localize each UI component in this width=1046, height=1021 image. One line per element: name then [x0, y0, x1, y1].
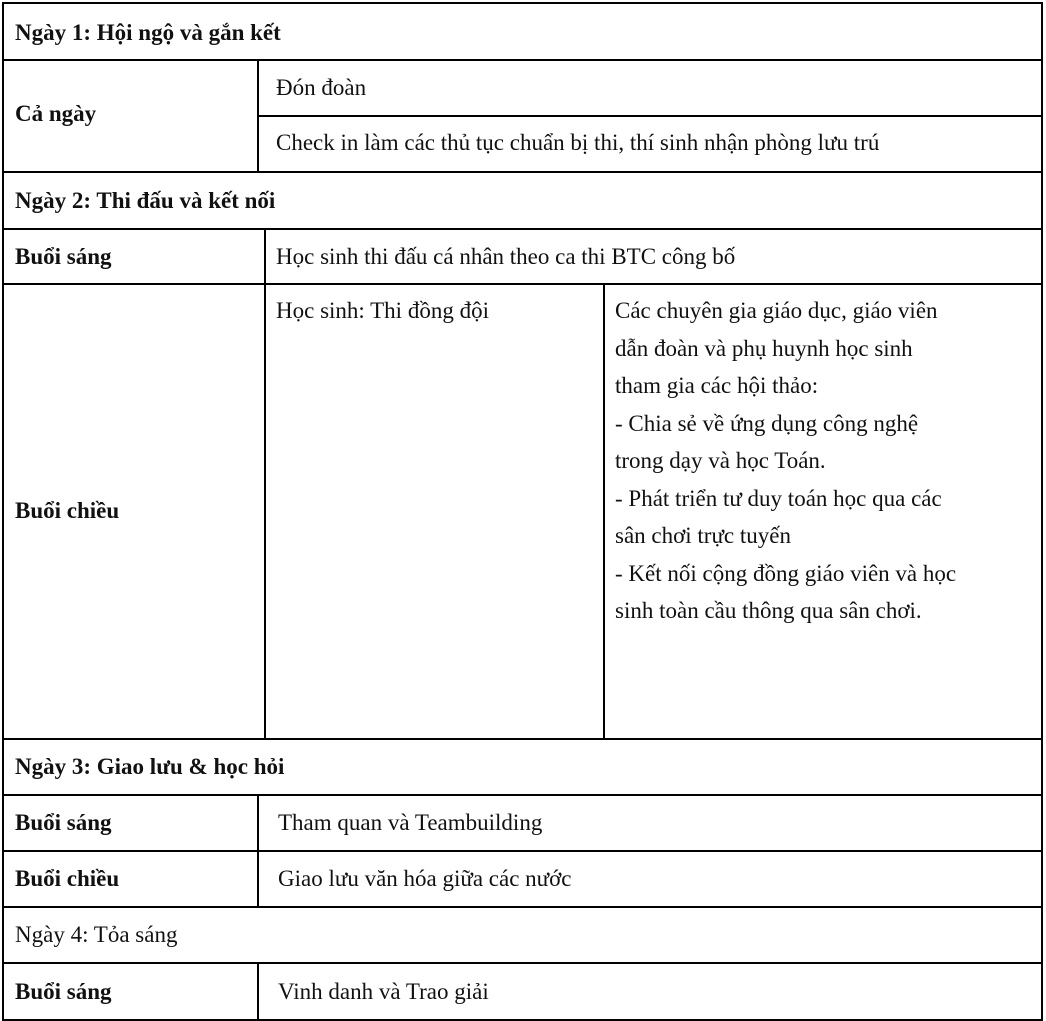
- workshop-line: sân chơi trực tuyến: [615, 523, 791, 548]
- day3-title: Ngày 3: Giao lưu & học hỏi: [15, 754, 285, 779]
- workshop-line: sinh toàn cầu thông qua sân chơi.: [615, 598, 922, 623]
- period-label: Buổi chiều: [15, 866, 120, 891]
- activity-item: Check in làm các thủ tục chuẩn bị thi, thí sinh nhận phòng lưu trú: [276, 130, 880, 155]
- activity-item: Giao lưu văn hóa giữa các nước: [278, 866, 572, 891]
- activity-item: Đón đoàn: [276, 75, 367, 100]
- workshop-line: - Kết nối cộng đồng giáo viên và học: [615, 560, 957, 586]
- column-divider: [257, 964, 259, 1019]
- day1-all-day-row: [2, 59, 1043, 171]
- students-activity: Học sinh: Thi đồng đội: [276, 298, 489, 323]
- workshop-line: Các chuyên gia giáo dục, giáo viên: [615, 298, 938, 323]
- workshop-line: dẫn đoàn và phụ huynh học sinh: [615, 335, 913, 361]
- activity-item: Học sinh thi đấu cá nhân theo ca thi BTC công bố: [276, 244, 736, 269]
- workshop-line: trong dạy và học Toán.: [615, 448, 826, 473]
- workshop-description: [615, 292, 1040, 630]
- day2-afternoon-row: [2, 283, 1043, 738]
- period-label: Buổi chiều: [15, 498, 120, 523]
- day3-afternoon-row: [2, 850, 1043, 906]
- column-divider: [257, 852, 259, 906]
- column-divider: [264, 285, 266, 738]
- row-divider: [257, 115, 1041, 117]
- workshop-line: - Chia sẻ về ứng dụng công nghệ: [615, 410, 919, 436]
- period-label: Buổi sáng: [15, 979, 112, 1004]
- day-header-row: [2, 2, 1043, 59]
- day4-title: Ngày 4: Tỏa sáng: [15, 922, 178, 947]
- column-divider: [257, 796, 259, 850]
- period-label: Buổi sáng: [15, 244, 112, 269]
- activity-item: Tham quan và Teambuilding: [278, 810, 543, 835]
- day-header-row: [2, 906, 1043, 962]
- day-header-row: [2, 171, 1043, 228]
- workshop-line: tham gia các hội thảo:: [615, 373, 819, 398]
- activity-item: Vinh danh và Trao giải: [278, 979, 489, 1004]
- column-divider: [603, 285, 605, 738]
- day1-title: Ngày 1: Hội ngộ và gắn kết: [15, 20, 281, 45]
- workshop-line: - Phát triển tư duy toán học qua các: [615, 485, 942, 511]
- day2-morning-row: [2, 228, 1043, 283]
- schedule-table: [2, 2, 1043, 1021]
- day2-title: Ngày 2: Thi đấu và kết nối: [15, 188, 276, 213]
- day4-morning-row: [2, 962, 1043, 1021]
- day3-morning-row: [2, 794, 1043, 850]
- column-divider: [264, 230, 266, 283]
- period-label: Buổi sáng: [15, 810, 112, 835]
- period-label: Cả ngày: [15, 101, 97, 126]
- day-header-row: [2, 738, 1043, 794]
